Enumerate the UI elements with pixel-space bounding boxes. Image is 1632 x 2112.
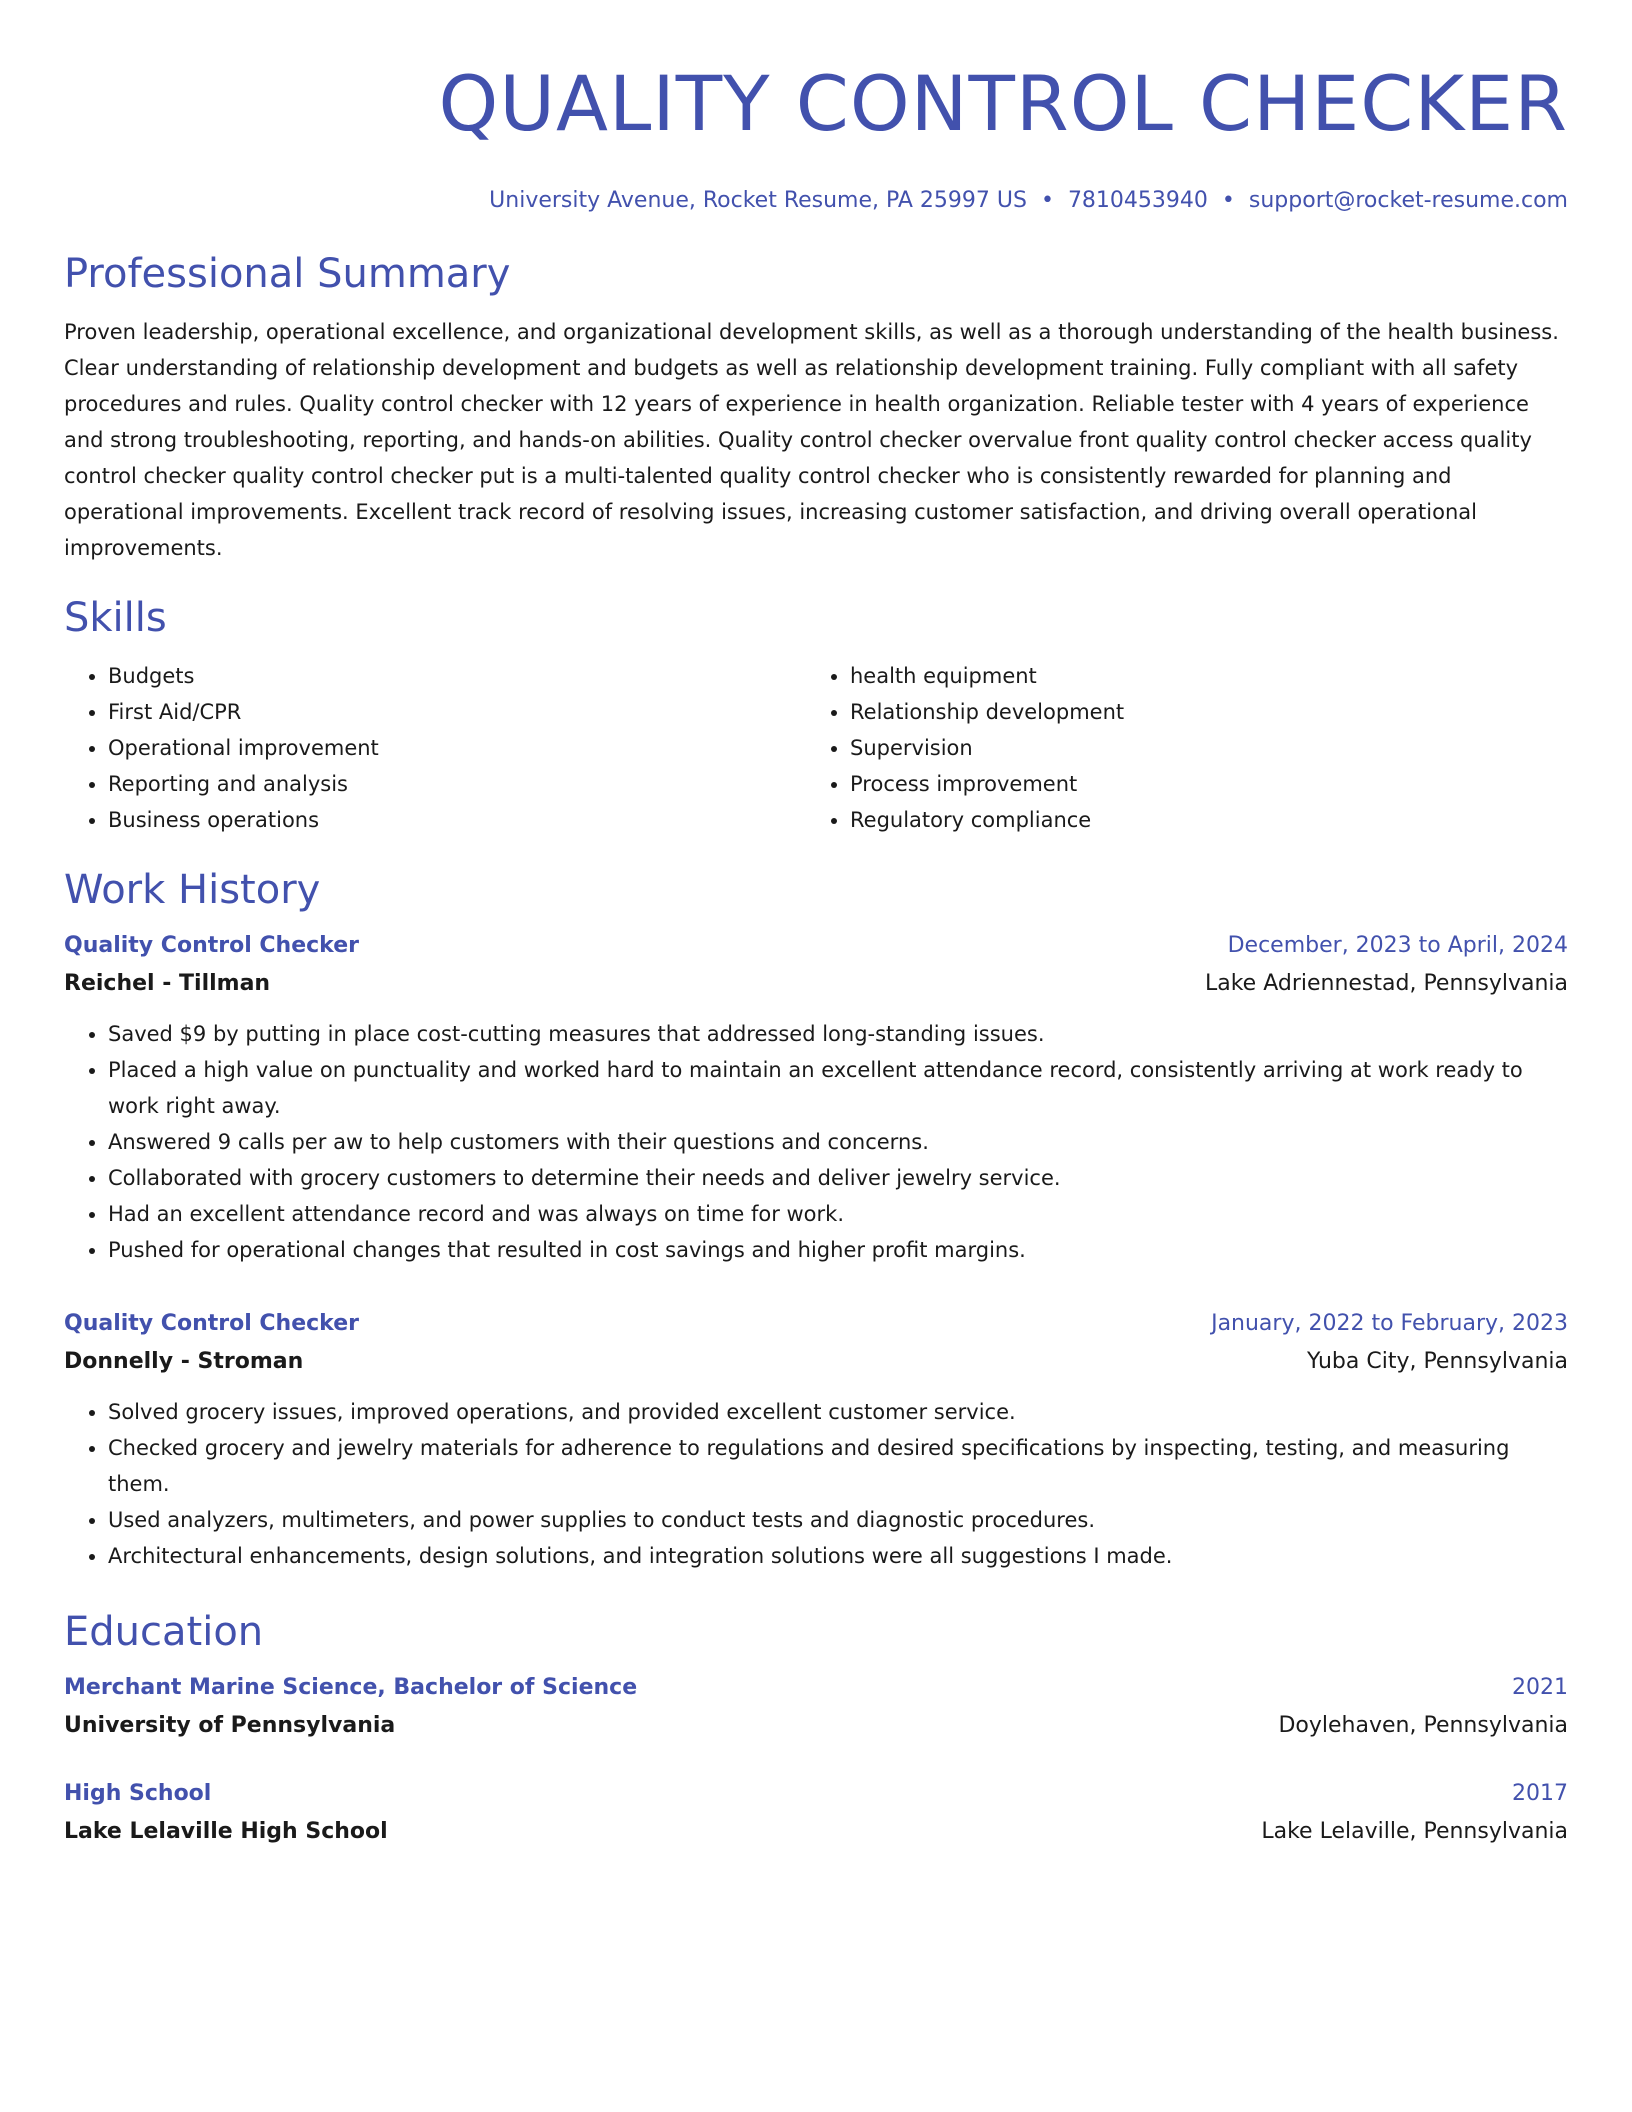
job-title: Quality Control Checker <box>64 933 359 958</box>
skill-item: • Operational improvement <box>108 730 806 766</box>
job-entry <box>64 928 1568 1268</box>
education-entry <box>64 1776 1568 1852</box>
education-header <box>64 1776 1568 1812</box>
education-location: Doylehaven, Pennsylvania <box>1278 1713 1568 1738</box>
education-subheader <box>64 1812 1568 1852</box>
job-company: Donnelly - Stroman <box>64 1349 304 1374</box>
job-bullet: • Saved $9 by putting in place cost-cutting measures that addressed long-standing issues. <box>108 1016 1568 1052</box>
contact-email: support@rocket-resume.com <box>1248 188 1568 213</box>
job-header <box>64 928 1568 964</box>
summary-heading: Professional Summary <box>64 251 511 297</box>
job-entry <box>64 1306 1568 1574</box>
job-dates: December, 2023 to April, 2024 <box>1227 933 1568 958</box>
contact-separator: • <box>1221 188 1235 213</box>
job-bullet: • Collaborated with grocery customers to determine their needs and deliver jewelry service. <box>108 1160 1568 1196</box>
contact-address: University Avenue, Rocket Resume, PA 25997 US <box>489 188 1027 213</box>
education-school: Lake Lelaville High School <box>64 1819 388 1844</box>
job-bullet: • Answered 9 calls per aw to help customers with their questions and concerns. <box>108 1124 1568 1160</box>
education-school: University of Pennsylvania <box>64 1713 396 1738</box>
job-bullet: • Pushed for operational changes that resulted in cost savings and higher profit margins. <box>108 1232 1568 1268</box>
job-bullet: • Solved grocery issues, improved operations, and provided excellent customer service. <box>108 1394 1568 1430</box>
skills-column-left <box>64 658 806 838</box>
candidate-name: QUALITY CONTROL CHECKER <box>438 59 1568 148</box>
job-location: Lake Adriennestad, Pennsylvania <box>1204 971 1568 996</box>
job-bullet: • Checked grocery and jewelry materials for adherence to regulations and desired specifications by inspecting, testing, and measuring them. <box>108 1430 1568 1502</box>
job-bullet: • Placed a high value on punctuality and worked hard to maintain an excellent attendance record, consistently arriving at work ready to work right away. <box>108 1052 1568 1124</box>
job-location: Yuba City, Pennsylvania <box>1307 1349 1568 1374</box>
education-heading: Education <box>64 1609 264 1655</box>
skill-item: • Regulatory compliance <box>850 802 1548 838</box>
job-bullet: • Had an excellent attendance record and was always on time for work. <box>108 1196 1568 1232</box>
summary-text: Proven leadership, operational excellence, and organizational development skills, as well as a thorough understanding of the health business. Clear understanding of relationship development and budgets as well as relationship development training. Fully compliant with all safety procedures and rules. Quality control checker with 12 years of experience in health organization. Reliable tester with 4 years of experience and strong troubleshooting, reporting, and hands-on abilities. Quality control checker overvalue front quality control checker access quality control checker quality control checker put is a multi-talented quality control checker who is consistently rewarded for planning and operational improvements. Excellent track record of resolving issues, increasing customer satisfaction, and driving overall operational improvements. <box>64 320 1559 560</box>
education-degree: Merchant Marine Science, Bachelor of Science <box>64 1675 638 1700</box>
work-history-heading: Work History <box>64 867 321 913</box>
skill-item: • First Aid/CPR <box>108 694 806 730</box>
skills-heading: Skills <box>64 595 167 641</box>
skill-item: • health equipment <box>850 658 1548 694</box>
education-entry <box>64 1670 1568 1746</box>
contact-line <box>64 186 1568 216</box>
skill-item: • Process improvement <box>850 766 1548 802</box>
skill-item: • Reporting and analysis <box>108 766 806 802</box>
education-header <box>64 1670 1568 1706</box>
job-header <box>64 1306 1568 1342</box>
education-year: 2017 <box>1512 1781 1568 1806</box>
job-company: Reichel - Tillman <box>64 971 271 996</box>
skill-item: • Supervision <box>850 730 1548 766</box>
education-degree: High School <box>64 1781 212 1806</box>
job-bullet: • Architectural enhancements, design solutions, and integration solutions were all suggestions I made. <box>108 1538 1568 1574</box>
contact-separator: • <box>1040 188 1054 213</box>
skills-list <box>64 658 1568 838</box>
job-subheader <box>64 1342 1568 1382</box>
job-bullet: • Used analyzers, multimeters, and power supplies to conduct tests and diagnostic procedures. <box>108 1502 1568 1538</box>
job-dates: January, 2022 to February, 2023 <box>1211 1311 1568 1336</box>
contact-phone: 7810453940 <box>1067 188 1208 213</box>
job-bullets <box>64 1394 1568 1574</box>
skill-item: • Budgets <box>108 658 806 694</box>
education-year: 2021 <box>1512 1675 1568 1700</box>
skills-column-right <box>806 658 1548 838</box>
skill-item: • Business operations <box>108 802 806 838</box>
job-subheader <box>64 964 1568 1004</box>
job-title: Quality Control Checker <box>64 1311 359 1336</box>
resume-page <box>64 48 1568 1852</box>
job-bullets <box>64 1016 1568 1268</box>
skill-item: • Relationship development <box>850 694 1548 730</box>
education-location: Lake Lelaville, Pennsylvania <box>1261 1819 1568 1844</box>
education-subheader <box>64 1706 1568 1746</box>
